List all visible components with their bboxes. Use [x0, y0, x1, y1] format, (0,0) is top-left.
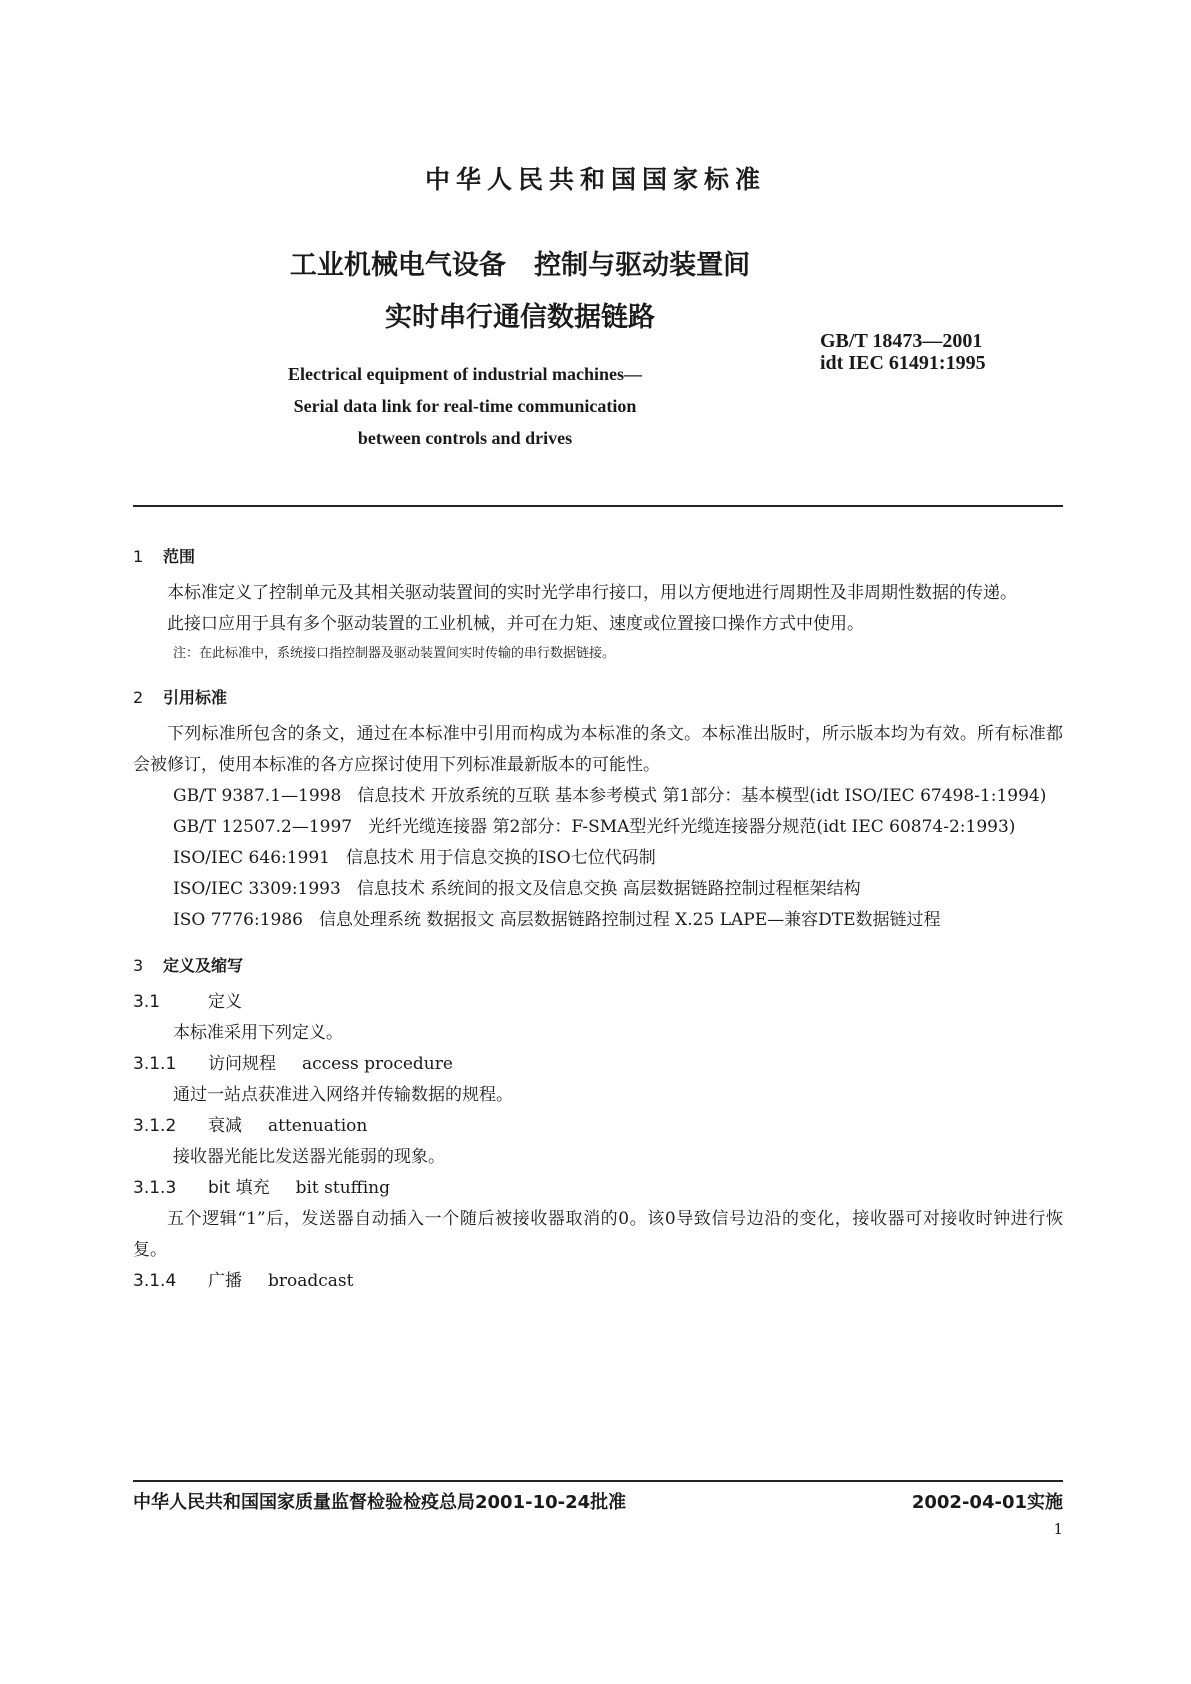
- standard-number-block: [820, 330, 986, 374]
- header-divider: [133, 505, 1063, 507]
- definition-heading: [133, 1266, 1063, 1297]
- title-zh-line-2: 实时串行通信数据链路: [385, 302, 655, 333]
- reference-code: ISO 7776:1986: [173, 910, 303, 930]
- reference-item: [133, 812, 1063, 843]
- reference-code: ISO/IEC 3309:1993: [173, 879, 341, 899]
- section-2-heading: [133, 682, 1063, 713]
- reference-item: [133, 874, 1063, 905]
- section-1-heading: [133, 541, 1063, 572]
- approval-statement: 中华人民共和国国家质量监督检验检疫总局2001-10-24批准: [133, 1492, 627, 1513]
- reference-description: 信息处理系统 数据报文 高层数据链路控制过程 X.25 LAPE—兼容DTE数据链过程: [318, 910, 941, 930]
- reference-code: GB/T 9387.1—1998: [173, 786, 342, 806]
- section-title: 范围: [163, 547, 196, 566]
- section-number: 3: [133, 956, 144, 975]
- reference-description: 信息技术 用于信息交换的ISO七位代码制: [346, 848, 656, 868]
- title-english: [230, 358, 700, 454]
- definition-text: 通过一站点获准进入网络并传输数据的规程。: [173, 1085, 513, 1105]
- reference-code: ISO/IEC 646:1991: [173, 848, 331, 868]
- definition-term-zh: 访问规程: [208, 1054, 276, 1074]
- national-standard-heading: 中华人民共和国国家标准: [424, 165, 766, 194]
- footer-divider: [133, 1480, 1063, 1482]
- subsection-title: 定义: [208, 992, 242, 1012]
- definition-term-zh: 衰减: [208, 1116, 242, 1136]
- definition-term-zh: 广播: [208, 1271, 242, 1291]
- title-en-line-2: Serial data link for real-time communication: [293, 396, 637, 416]
- definition-heading: [133, 1111, 1063, 1142]
- reference-item: [133, 843, 1063, 874]
- definition-number: 3.1.3: [133, 1178, 177, 1198]
- document-body: [133, 535, 1063, 1297]
- subsection-3-1-heading: [133, 987, 1063, 1018]
- reference-description: 信息技术 系统间的报文及信息交换 高层数据链路控制过程框架结构: [356, 879, 861, 899]
- definition-term-en: broadcast: [268, 1271, 354, 1291]
- definition-text: 五个逻辑“1”后，发送器自动插入一个随后被接收器取消的0。该0导致信号边沿的变化，接收器可对接收时钟进行恢复。: [133, 1209, 1063, 1260]
- paragraph: 本标准定义了控制单元及其相关驱动装置间的实时光学串行接口，用以方便地进行周期性及非周期性数据的传递。: [167, 583, 1017, 603]
- definition-term-en: access procedure: [302, 1054, 453, 1074]
- definition-number: 3.1.2: [133, 1116, 177, 1136]
- paragraph: 本标准采用下列定义。: [173, 1023, 343, 1043]
- definition-term-en: bit stuffing: [295, 1178, 390, 1198]
- title-chinese: [130, 240, 910, 344]
- definition-number: 3.1.1: [133, 1054, 177, 1074]
- note: 注：在此标准中，系统接口指控制器及驱动装置间实时传输的串行数据链接。: [173, 646, 616, 661]
- page-number: 1: [1053, 1520, 1063, 1538]
- section-title: 定义及缩写: [163, 956, 244, 975]
- title-en-line-3: between controls and drives: [357, 428, 573, 448]
- reference-code: GB/T 12507.2—1997: [173, 817, 353, 837]
- reference-description: 信息技术 开放系统的互联 基本参考模式 第1部分：基本模型(idt ISO/IEC 67498-1:1994): [357, 786, 1047, 806]
- section-number: 2: [133, 688, 144, 707]
- definition-number: 3.1.4: [133, 1271, 177, 1291]
- idt-reference: idt IEC 61491:1995: [820, 352, 986, 374]
- definition-heading: [133, 1173, 1063, 1204]
- title-zh-line-1: 工业机械电气设备 控制与驱动装置间: [289, 250, 751, 281]
- definition-heading: [133, 1049, 1063, 1080]
- section-title: 引用标准: [163, 688, 228, 707]
- section-3-heading: [133, 950, 1063, 981]
- reference-description: 光纤光缆连接器 第2部分：F-SMA型光纤光缆连接器分规范(idt IEC 60874-2:1993): [368, 817, 1016, 837]
- definition-term-zh: bit 填充: [208, 1178, 270, 1198]
- paragraph: 下列标准所包含的条文，通过在本标准中引用而构成为本标准的条文。本标准出版时，所示版本均为有效。所有标准都会被修订，使用本标准的各方应探讨使用下列标准最新版本的可能性。: [133, 724, 1063, 775]
- reference-item: [133, 781, 1063, 812]
- reference-item: [133, 905, 1063, 936]
- subsection-number: 3.1: [133, 992, 161, 1012]
- title-en-line-1: Electrical equipment of industrial machines—: [288, 364, 642, 384]
- definition-term-en: attenuation: [268, 1116, 368, 1136]
- definition-text: 接收器光能比发送器光能弱的现象。: [173, 1147, 445, 1167]
- paragraph: 此接口应用于具有多个驱动装置的工业机械，并可在力矩、速度或位置接口操作方式中使用。: [167, 614, 864, 634]
- standard-number: GB/T 18473—2001: [820, 330, 983, 352]
- implementation-date: 2002-04-01实施: [911, 1492, 1063, 1513]
- section-number: 1: [133, 547, 144, 566]
